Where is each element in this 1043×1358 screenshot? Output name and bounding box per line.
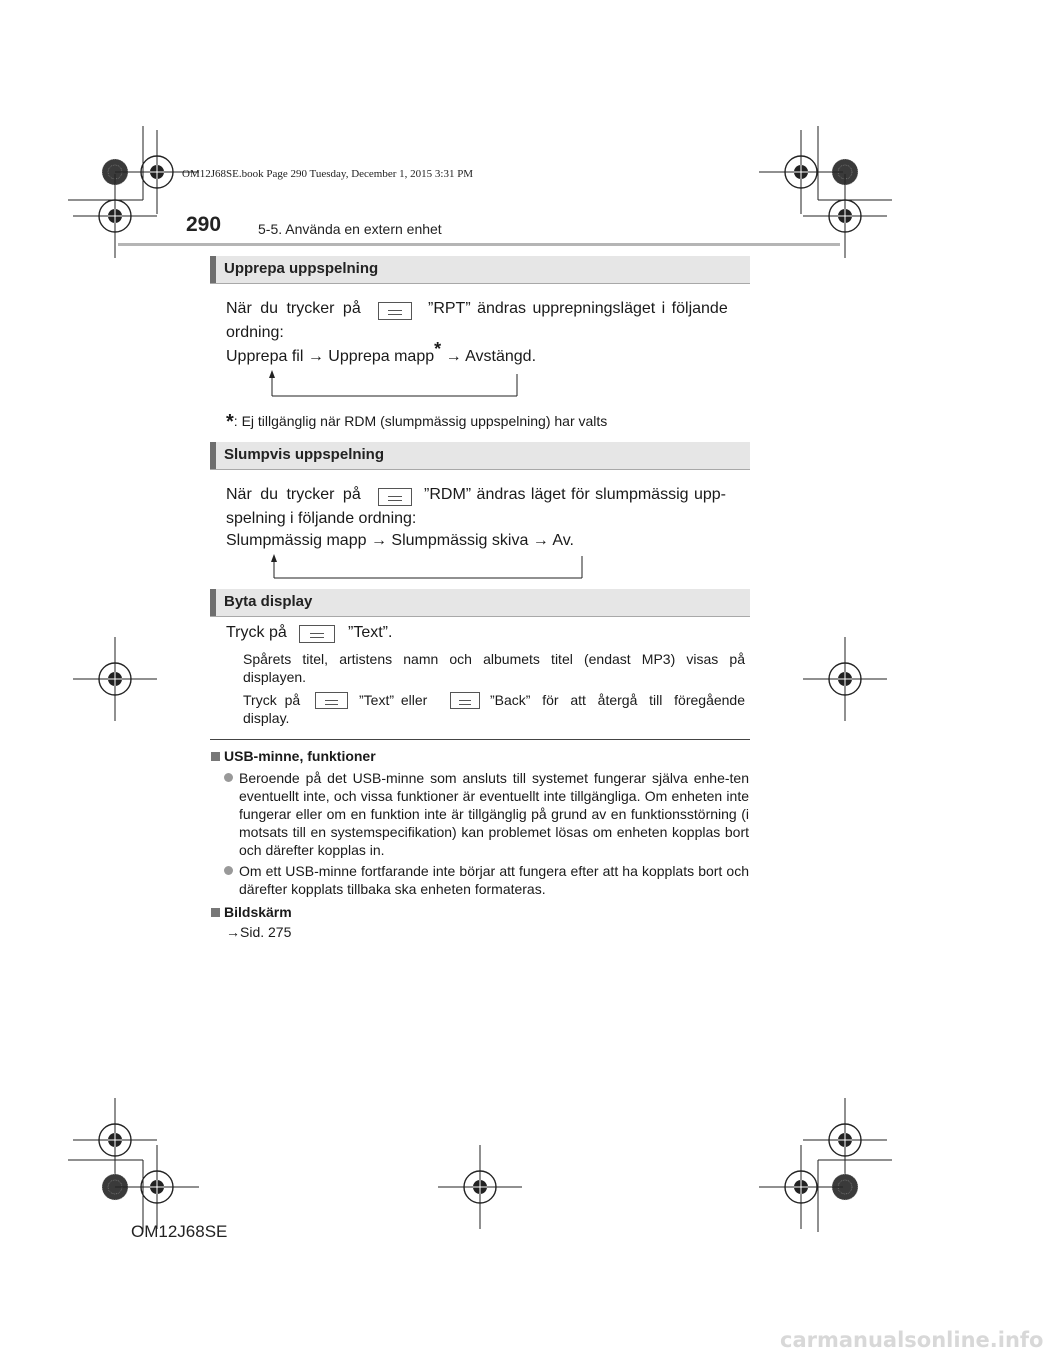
heading-bar (210, 442, 216, 469)
arrow-icon: → (445, 348, 462, 365)
text-button-icon (299, 625, 335, 643)
section-title: 5-5. Använda en extern enhet (258, 221, 442, 237)
square-bullet-icon (211, 908, 220, 917)
arrow-icon: → (307, 348, 324, 365)
note-screen-title (211, 903, 292, 921)
display-back-b: ”Text” eller (359, 692, 428, 708)
note-usb-bullet2 (224, 862, 749, 898)
display-back-a: Tryck på (243, 692, 301, 708)
watermark: carmanualsonline.info (780, 1328, 1043, 1352)
rdm-button-icon (378, 488, 412, 506)
heading-title: Upprepa uppspelning (224, 260, 379, 277)
repeat-cycle-arrow (266, 370, 526, 400)
note-usb-title (211, 747, 376, 765)
note-screen-ref (226, 923, 291, 941)
heading-bar (210, 589, 216, 616)
repeat-footnote (226, 412, 607, 431)
square-bullet-icon (211, 752, 220, 761)
note-usb-bullet1 (224, 769, 749, 859)
random-cycle-arrow (268, 554, 588, 584)
seq-item: Slumpmässig mapp (226, 532, 367, 549)
seq-item: Slumpmässig skiva (391, 532, 529, 549)
text-button-icon (315, 692, 348, 709)
heading-random (210, 442, 750, 470)
repeat-text-line2: ordning: (226, 324, 284, 341)
repeat-text-a: När du trycker på (226, 300, 361, 317)
random-text-line2: spelning i följande ordning: (226, 510, 417, 527)
heading-repeat (210, 256, 750, 284)
seq-item: Upprepa mapp (328, 348, 435, 365)
heading-title: Byta display (224, 593, 313, 610)
repeat-sequence (226, 339, 537, 369)
display-text-a: Tryck på (226, 624, 287, 641)
arrow-icon: → (226, 924, 240, 940)
display-text-b: ”Text”. (348, 624, 393, 641)
display-desc-line1: Spårets titel, artistens namn och albumets titel (endast MP3) visas på (243, 651, 745, 667)
asterisk: * (434, 339, 442, 359)
bullet-text: Om ett USB-minne fortfarande inte börjar att fungera efter att ha kopplats bort och därefter kopplats tillbaka ska enheten formateras. (239, 863, 749, 897)
repeat-text-b: ”RPT” ändras upprepningsläget i följande (428, 300, 728, 317)
header-rule (118, 243, 840, 246)
display-back-line2: display. (243, 710, 290, 726)
random-text-b: ”RDM” ändras läget för slumpmässig upp- (424, 486, 726, 503)
page-number: 290 (186, 213, 222, 236)
page-reference-link[interactable]: Sid. 275 (240, 924, 292, 940)
random-text-a: När du trycker på (226, 486, 361, 503)
note-title-text: USB-minne, funktioner (224, 748, 376, 764)
display-back-c: ”Back” för att återgå till föregående (490, 692, 745, 708)
bullet-text: Beroende på det USB-minne som ansluts till systemet fungerar själva enhe-ten eventuellt inte, och vissa funktioner är eventuellt inte tillgängliga. Om enheten inte fungerar eller om en funktion inte är tillgänglig på grund av en funktionsstörning (i motsats till en systemspecifikation) kan problemet lösas om enheten kopplas bort och därefter kopplas in. (239, 770, 749, 858)
heading-bar (210, 256, 216, 283)
manual-code: OM12J68SE (131, 1222, 228, 1241)
heading-display (210, 589, 750, 617)
display-desc-line2: displayen. (243, 669, 307, 685)
footnote-text: : Ej tillgänglig när RDM (slumpmässig uppspelning) har valts (233, 413, 608, 429)
seq-item: Upprepa fil (226, 348, 304, 365)
random-sequence (226, 529, 574, 553)
heading-title: Slumpvis uppspelning (224, 446, 385, 463)
rpt-button-icon (378, 302, 412, 320)
arrow-icon: → (532, 532, 549, 549)
seq-item: Avstängd. (465, 348, 537, 365)
back-button-icon (450, 692, 480, 709)
section-divider (210, 739, 750, 740)
round-bullet-icon (224, 773, 233, 782)
book-file-info: OM12J68SE.book Page 290 Tuesday, December 1, 2015 3:31 PM (182, 168, 474, 180)
note-title-text: Bildskärm (224, 904, 292, 920)
footnote-mark: * (226, 411, 234, 433)
arrow-icon: → (370, 532, 387, 549)
round-bullet-icon (224, 866, 233, 875)
seq-item: Av. (552, 532, 574, 549)
